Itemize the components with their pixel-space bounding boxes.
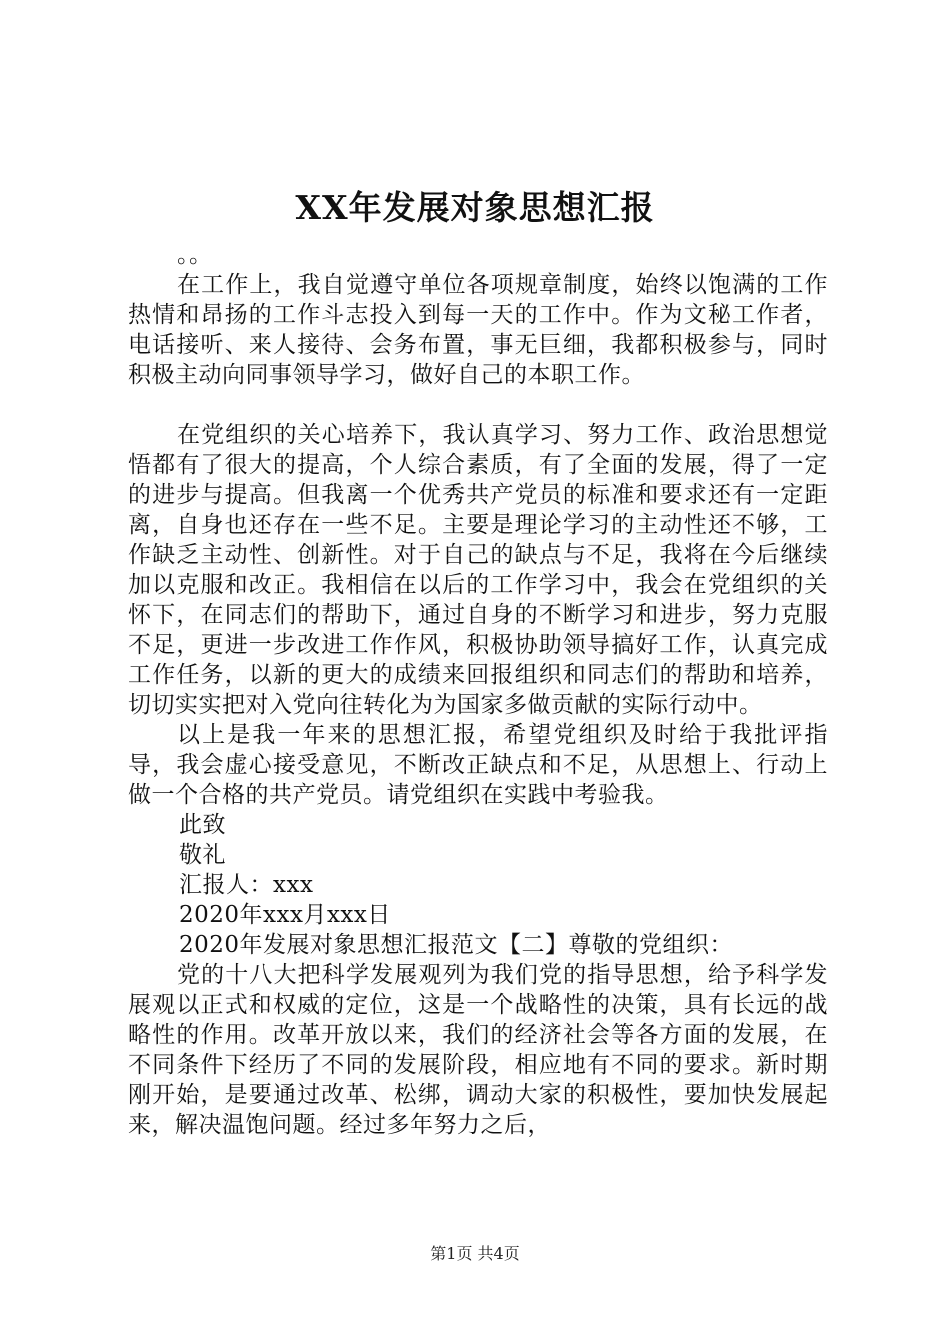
closing-salutation: 此致 — [179, 812, 226, 838]
closing-regards: 敬礼 — [179, 842, 226, 868]
paragraph-scientific-development: 党的十八大把科学发展观列为我们党的指导思想，给予科学发展观以正式和权威的定位，这是一个战略性的决策，具有长远的战略性的作用。改革开放以来，我们的经济社会等各方面的发展，在不同条件下经历了不同的发展阶段，相应地有不同的要求。新时期刚开始，是要通过改革、松绑，调动大家的积极性，要加快发展起来，解决温饱问题。经过多年努力之后， — [128, 962, 828, 1138]
document-title: XX年发展对象思想汇报 — [295, 188, 655, 227]
reporter-name: 汇报人：xxx — [179, 872, 314, 898]
second-report-heading: 2020年发展对象思想汇报范文【二】尊敬的党组织： — [179, 932, 734, 958]
page-number: 第1页 共4页 — [430, 1244, 520, 1263]
document-body — [128, 240, 828, 1140]
marks-line: 。。 — [177, 242, 213, 268]
report-date: 2020年xxx月xxx日 — [179, 902, 391, 928]
paragraph-gap — [128, 390, 828, 420]
paragraph-party-training: 在党组织的关心培养下，我认真学习、努力工作、政治思想觉悟都有了很大的提高，个人综合素质，有了全面的发展，得了一定的进步与提高。但我离一个优秀共产党员的标准和要求还有一定距离，自身也还存在一些不足。主要是理论学习的主动性还不够，工作缺乏主动性、创新性。对于自己的缺点与不足，我将在今后继续加以克服和改正。我相信在以后的工作学习中，我会在党组织的关怀下，在同志们的帮助下，通过自身的不断学习和进步，努力克服不足，更进一步改进工作作风，积极协助领导搞好工作，认真完成工作任务，以新的更大的成绩来回报组织和同志们的帮助和培养，切切实实把对入党向往转化为为国家多做贡献的实际行动中。 — [128, 422, 828, 718]
paragraph-work: 在工作上，我自觉遵守单位各项规章制度，始终以饱满的工作热情和昂扬的工作斗志投入到每一天的工作中。作为文秘工作者，电话接听、来人接待、会务布置，事无巨细，我都积极参与，同时积极主动向同事领导学习，做好自己的本职工作。 — [128, 272, 828, 388]
paragraph-summary: 以上是我一年来的思想汇报，希望党组织及时给于我批评指导，我会虚心接受意见，不断改正缺点和不足，从思想上、行动上做一个合格的共产党员。请党组织在实践中考验我。 — [128, 722, 828, 808]
